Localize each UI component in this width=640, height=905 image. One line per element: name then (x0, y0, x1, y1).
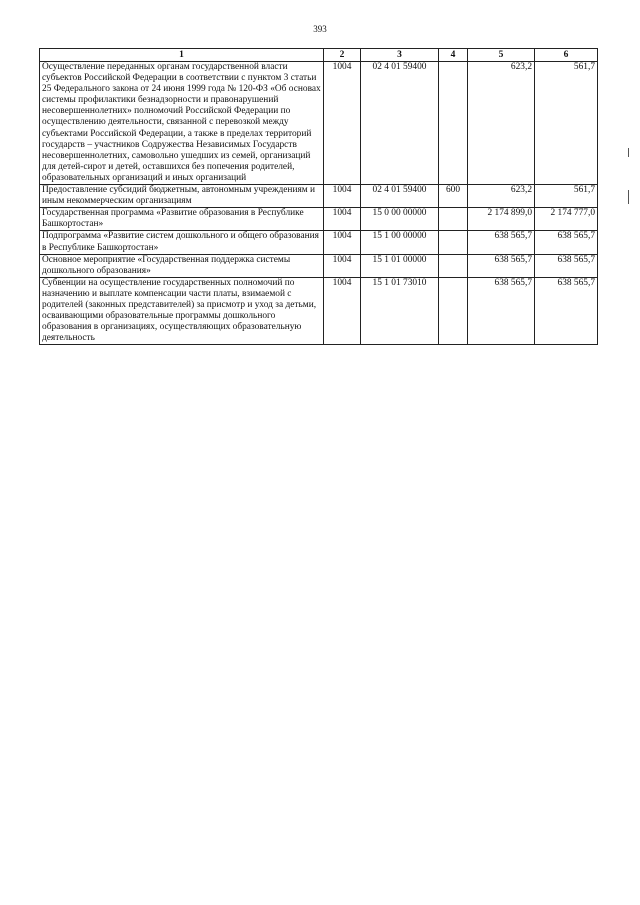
row-amount-1: 623,2 (468, 185, 535, 208)
row-expense-type: 600 (439, 185, 468, 208)
header-col-2: 2 (324, 49, 361, 62)
row-name: Предоставление субсидий бюджетным, автономным учреждениям и иным некоммерческим организациям (40, 185, 324, 208)
row-section-code: 1004 (324, 185, 361, 208)
row-amount-2: 638 565,7 (535, 231, 598, 254)
row-target-article: 15 1 01 00000 (361, 254, 439, 277)
header-col-5: 5 (468, 49, 535, 62)
row-name: Подпрограмма «Развитие систем дошкольного и общего образования в Республике Башкортостан» (40, 231, 324, 254)
row-expense-type (439, 208, 468, 231)
page-number: 393 (313, 24, 327, 34)
row-name: Основное мероприятие «Государственная поддержка системы дошкольного образования» (40, 254, 324, 277)
row-amount-1: 638 565,7 (468, 231, 535, 254)
table-row (40, 208, 598, 231)
row-expense-type (439, 254, 468, 277)
row-section-code: 1004 (324, 254, 361, 277)
scan-margin-mark (628, 190, 629, 204)
row-amount-2: 638 565,7 (535, 277, 598, 345)
row-amount-1: 638 565,7 (468, 254, 535, 277)
table-header (40, 49, 598, 62)
row-amount-2: 2 174 777,0 (535, 208, 598, 231)
row-amount-1: 2 174 899,0 (468, 208, 535, 231)
row-target-article: 15 1 01 73010 (361, 277, 439, 345)
row-expense-type (439, 277, 468, 345)
row-section-code: 1004 (324, 208, 361, 231)
row-name: Субвенции на осуществление государственных полномочий по назначению и выплате компенсации части платы, взимаемой с родителей (законных представителей) за присмотр и уход за детьми, осваивающими образовательные программы дошкольного образования в организациях, осуществляющих образовательную деятельность (40, 277, 324, 345)
table-row (40, 277, 598, 345)
row-expense-type (439, 231, 468, 254)
row-amount-2: 561,7 (535, 62, 598, 185)
header-col-6: 6 (535, 49, 598, 62)
scan-margin-mark (628, 148, 629, 157)
row-section-code: 1004 (324, 62, 361, 185)
row-amount-2: 638 565,7 (535, 254, 598, 277)
row-name: Осуществление переданных органам государственной власти субъектов Российской Федерации в соответствии с пунктом 3 статьи 25 Федерального закона от 24 июня 1999 года № 120-ФЗ «Об основах системы профилактики безнадзорности и правонарушений несовершеннолетних» полномочий Российской Федерации по осуществлению деятельности, связанной с перевозкой между субъектами Российской Федерации, а также в пределах территорий государств – участников Содружества Независимых Государств несовершеннолетних, самовольно ушедших из семей, организаций для детей-сирот и детей, оставшихся без попечения родителей, образовательных организаций и иных организаций (40, 62, 324, 185)
table-row (40, 231, 598, 254)
table-row (40, 254, 598, 277)
row-amount-1: 623,2 (468, 62, 535, 185)
header-col-1: 1 (40, 49, 324, 62)
header-col-4: 4 (439, 49, 468, 62)
budget-table (39, 48, 598, 345)
row-amount-2: 561,7 (535, 185, 598, 208)
table-row (40, 185, 598, 208)
row-target-article: 15 0 00 00000 (361, 208, 439, 231)
row-section-code: 1004 (324, 231, 361, 254)
row-target-article: 15 1 00 00000 (361, 231, 439, 254)
table-row (40, 62, 598, 185)
row-target-article: 02 4 01 59400 (361, 62, 439, 185)
row-target-article: 02 4 01 59400 (361, 185, 439, 208)
row-name: Государственная программа «Развитие образования в Республике Башкортостан» (40, 208, 324, 231)
row-amount-1: 638 565,7 (468, 277, 535, 345)
row-section-code: 1004 (324, 277, 361, 345)
header-col-3: 3 (361, 49, 439, 62)
row-expense-type (439, 62, 468, 185)
